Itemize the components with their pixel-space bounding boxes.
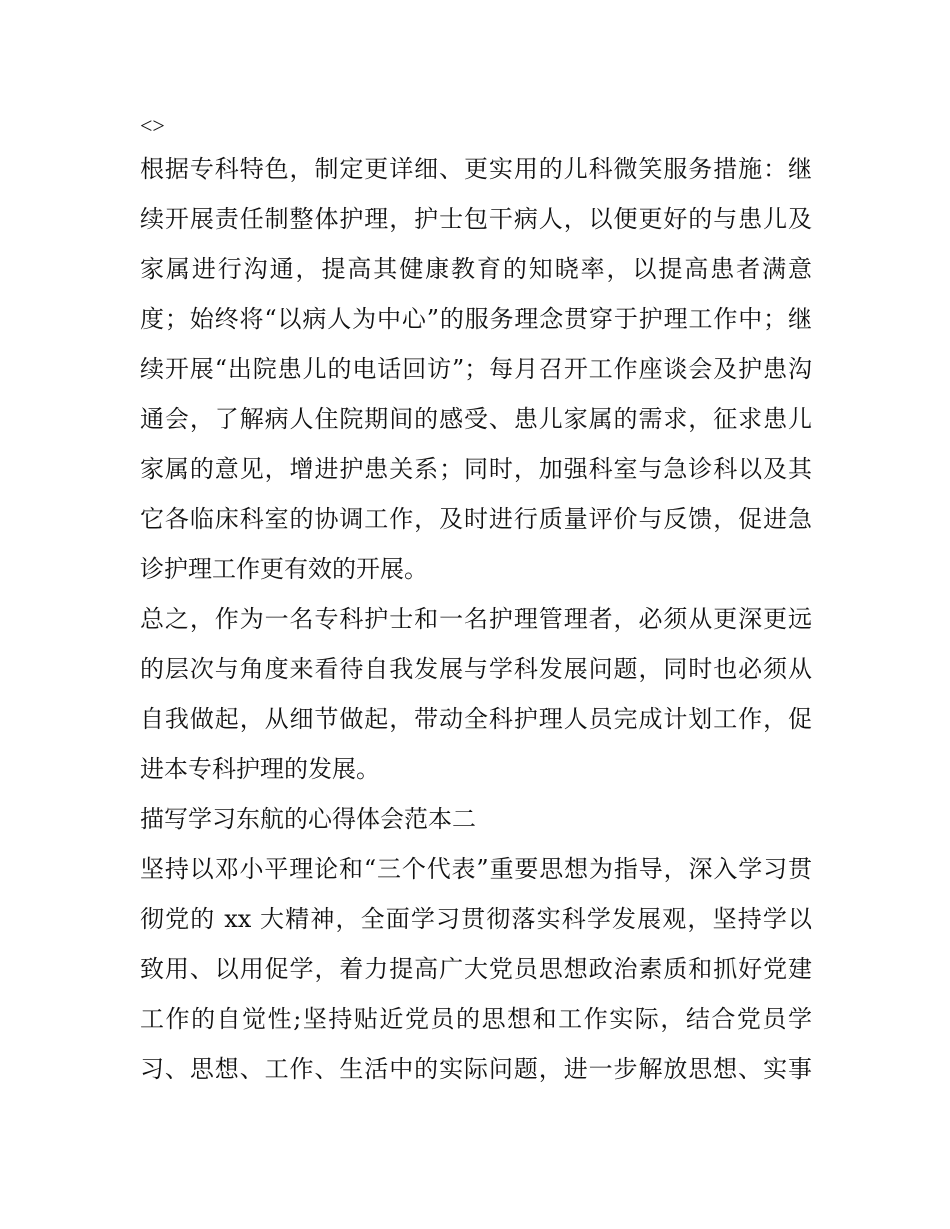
text-line: 根据专科特色，制定更详细、更实用的儿科微笑服务措施：继 [140,155,812,183]
text-line: 续开展责任制整体护理，护士包干病人，以便更好的与患儿及 [140,205,812,233]
text-line: 自我做起，从细节做起，带动全科护理人员完成计划工作，促 [140,705,812,733]
text-line: 度；始终将“以病人为中心”的服务理念贯穿于护理工作中；继 [140,305,812,333]
paragraph-summary [140,594,812,794]
paragraph-guiding-thought [140,844,812,1094]
text-line: 续开展“出院患儿的电话回访”；每月召开工作座谈会及护患沟 [140,355,812,383]
text-line: 它各临床科室的协调工作，及时进行质量评价与反馈，促进急 [140,505,812,533]
text-line: 家属的意见，增进护患关系；同时，加强科室与急诊科以及其 [140,455,812,483]
paragraph-service-measures [140,144,812,594]
text-line: 致用、以用促学，着力提高广大党员思想政治素质和抓好党建 [140,955,812,983]
top-marker: <> [140,113,165,138]
heading-line: 描写学习东航的心得体会范本二 [140,805,476,833]
text-line: 工作的自觉性;坚持贴近党员的思想和工作实际，结合党员学 [140,1005,812,1033]
text-line: 进本专科护理的发展。 [140,755,380,783]
text-line: 家属进行沟通，提高其健康教育的知晓率，以提高患者满意 [140,255,812,283]
text-line: 习、思想、工作、生活中的实际问题，进一步解放思想、实事 [140,1055,812,1083]
document-body [140,108,812,1094]
text-line: 通会，了解病人住院期间的感受、患儿家属的需求，征求患儿 [140,405,812,433]
text-line: 的层次与角度来看待自我发展与学科发展问题，同时也必须从 [140,655,812,683]
text-line: 坚持以邓小平理论和“三个代表”重要思想为指导，深入学习贯 [140,855,812,883]
text-line: 彻党的 xx 大精神，全面学习贯彻落实科学发展观，坚持学以 [140,905,812,933]
text-line: 诊护理工作更有效的开展。 [140,555,428,583]
text-line: 总之，作为一名专科护士和一名护理管理者，必须从更深更远 [140,605,812,633]
section-heading [140,794,812,844]
